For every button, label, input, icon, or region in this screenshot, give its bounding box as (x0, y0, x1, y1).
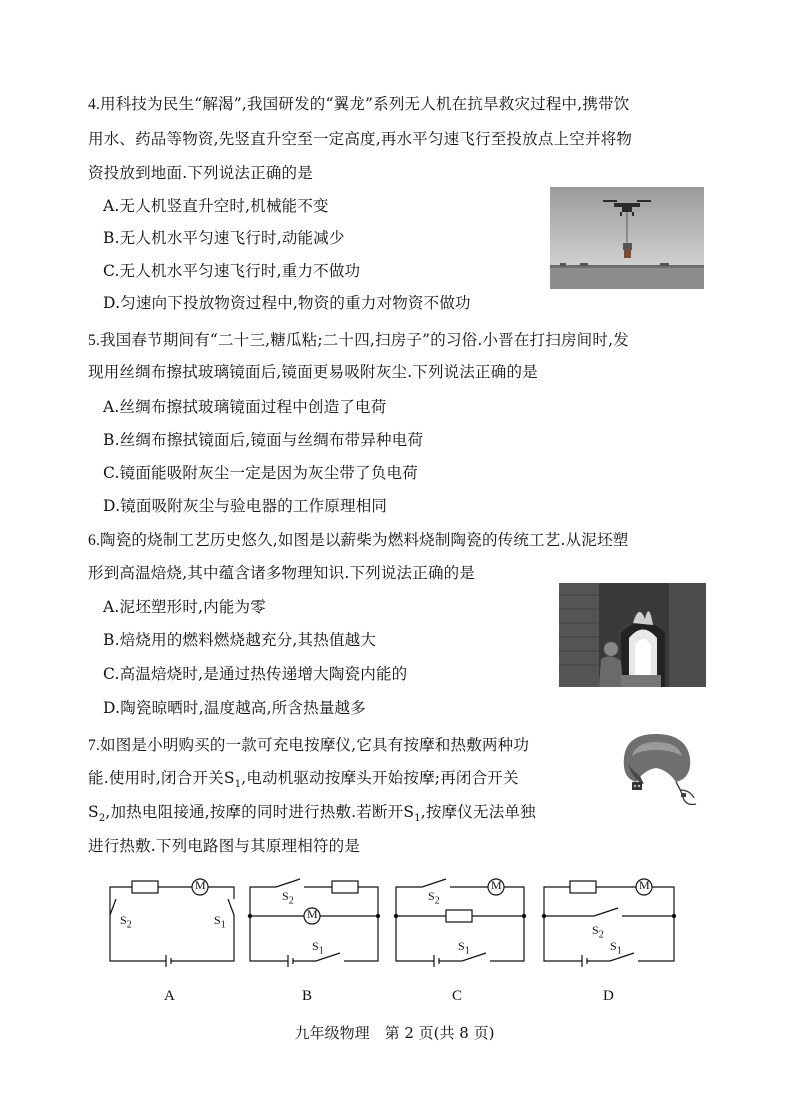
circuit-label-c: C (452, 988, 463, 1004)
q4-number: 4. (88, 96, 101, 113)
q4-stem-line-1: 4.用科技为民生“解渴”,我国研发的“翼龙”系列无人机在抗旱救灾过程中,携带饮 (88, 95, 630, 113)
q6-stem-line-2: 形到高温焙烧,其中蕴含诸多物理知识.下列说法正确的是 (88, 564, 476, 582)
q6-option-c: C.高温焙烧时,是通过热传递增大陶瓷内能的 (103, 665, 408, 683)
circuit-label-b: B (302, 988, 313, 1004)
q6-option-b: B.焙烧用的燃料燃烧越充分,其热值越大 (103, 631, 377, 649)
switch-s2 (544, 908, 618, 916)
motor-label: M (195, 878, 206, 892)
q7-stem-line-4: 进行热敷.下列电路图与其原理相符的是 (88, 837, 361, 855)
heating-resistor (132, 881, 158, 893)
motor-label: M (307, 907, 318, 921)
q4-option-d: D.匀速向下投放物资过程中,物资的重力对物资不做功 (103, 294, 471, 312)
q4-option-b: B.无人机水平匀速飞行时,动能减少 (103, 229, 345, 247)
switch-s2-label: $S_2$ (592, 923, 604, 941)
circuit-label-a: A (164, 988, 175, 1004)
q5-option-b: B.丝绸布擦拭镜面后,镜面与丝绸布带异种电荷 (103, 431, 424, 449)
q6-stem-line-1: 6.陶瓷的烧制工艺历史悠久,如图是以薪柴为燃料烧制陶瓷的传统工艺.从泥坯塑 (88, 531, 629, 549)
switch-s2 (110, 899, 116, 915)
circuit-label-d: D (603, 988, 614, 1004)
switch-s1 (228, 899, 234, 915)
circuit-b (246, 871, 386, 971)
q7-stem-line-2: 能.使用时,闭合开关$S_1$,电动机驱动按摩头开始按摩;再闭合开关 (88, 769, 519, 791)
switch-s2-label: $S_2$ (428, 889, 440, 907)
heating-resistor (332, 881, 358, 893)
q7-stem-line-1: 7.如图是小明购买的一款可充电按摩仪,它具有按摩和热敷两种功 (88, 736, 530, 754)
switch-s2-label: $S_2$ (120, 913, 132, 931)
q5-stem-line-1: 5.我国春节期间有“二十三,糖瓜粘;二十四,扫房子”的习俗.小晋在打扫房间时,发 (88, 331, 629, 349)
q6-number: 6. (88, 532, 101, 549)
page-footer: 九年级物理 第 2 页(共 8 页) (294, 1024, 495, 1042)
q4-stem-line-2: 用水、药品等物资,先竖直升空至一定高度,再水平匀速飞行至投放点上空并将物 (88, 130, 633, 148)
q6-option-d: D.陶瓷晾晒时,温度越高,所含热量越多 (103, 699, 366, 717)
q5-stem-line-2: 现用丝绸布擦拭玻璃镜面后,镜面更易吸附灰尘.下列说法正确的是 (88, 363, 538, 381)
q7-stem-line-3: $S_2$,加热电阻接通,按摩的同时进行热敷.若断开$S_1$,按摩仪无法单独 (88, 803, 536, 825)
circuit-d (540, 871, 680, 971)
q4-stem-line-3: 资投放到地面.下列说法正确的是 (88, 164, 313, 182)
kiln-photo (559, 583, 706, 687)
switch-s1-label: $S_1$ (214, 913, 226, 931)
q4-option-a: A.无人机竖直升空时,机械能不变 (103, 197, 329, 215)
circuit-c (392, 871, 532, 971)
circuit-a (102, 871, 242, 971)
q5-number: 5. (88, 332, 101, 349)
switch-s1-label: $S_1$ (610, 939, 622, 957)
q5-option-a: A.丝绸布擦拭玻璃镜面过程中创造了电荷 (103, 398, 387, 416)
q5-option-c: C.镜面能吸附灰尘一定是因为灰尘带了负电荷 (103, 464, 418, 482)
q5-option-d: D.镜面吸附灰尘与验电器的工作原理相同 (103, 497, 388, 515)
q7-number: 7. (88, 737, 101, 754)
heating-resistor (446, 910, 472, 922)
q4-option-c: C.无人机水平匀速飞行时,重力不做功 (103, 262, 361, 280)
switch-s1-label: $S_1$ (458, 939, 470, 957)
switch-s2-label: $S_2$ (282, 889, 294, 907)
motor-label: M (639, 878, 650, 892)
massager-photo (610, 720, 702, 812)
heating-resistor (570, 881, 596, 893)
drone-photo (550, 187, 704, 289)
switch-s1-label: $S_1$ (312, 939, 324, 957)
q6-option-a: A.泥坯塑形时,内能为零 (103, 598, 266, 616)
motor-label: M (491, 878, 502, 892)
